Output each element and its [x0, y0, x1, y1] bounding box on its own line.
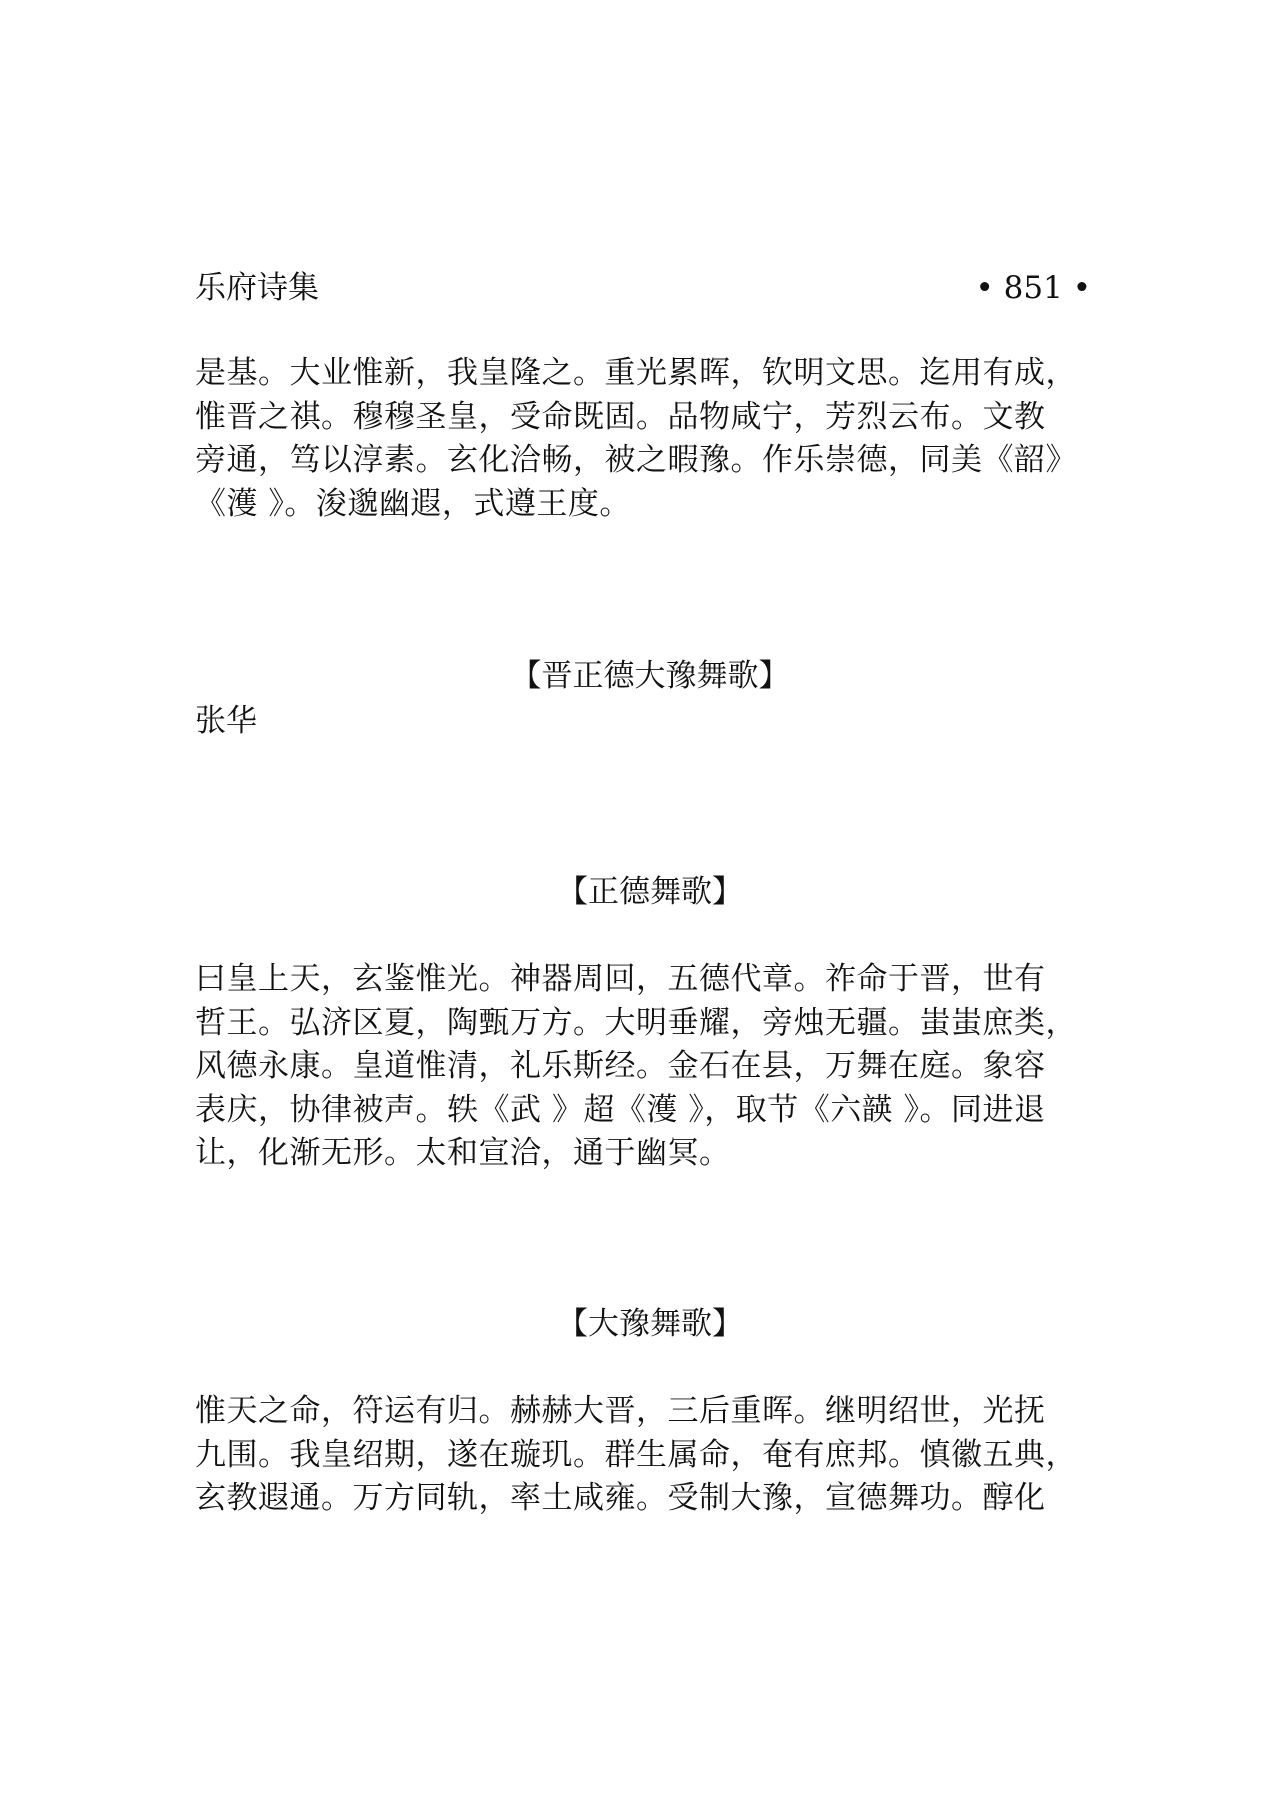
text-line: 九围。我皇绍期，遂在璇玑。群生属命，奄有庶邦。慎徽五典，: [195, 1436, 1077, 1473]
text-line: 旁通，笃以淳素。玄化洽畅，被之暇豫。作乐崇德，同美《韶》: [195, 442, 1077, 478]
section-heading: 【晋正德大豫舞歌】: [510, 658, 790, 694]
text-line: 玄教遐通。万方同轨，率土咸雍。受制大豫，宣德舞功。醇化: [195, 1480, 1046, 1516]
text-line: 是基。大业惟新，我皇隆之。重光累晖，钦明文思。迄用有成，: [195, 355, 1077, 391]
poem-text: [195, 1390, 1105, 1521]
text-line: 《濩 》。浚邈幽遐，式遵王度。: [195, 485, 631, 522]
poem-text: [195, 958, 1105, 1176]
running-header: [195, 268, 1091, 308]
text-line: 哲王。弘济区夏，陶甄万方。大明垂耀，旁烛无疆。蚩蚩庶类，: [195, 1004, 1077, 1041]
text-line: 表庆，协律被声。轶《武 》超《濩 》，取节《六韺 》。同进退: [195, 1091, 1046, 1128]
text-line: 惟天之命，符运有归。赫赫大晋，三后重晖。继明绍世，光抚: [195, 1393, 1046, 1429]
section-heading: 【大豫舞歌】: [557, 1306, 743, 1342]
author-name: 张华: [195, 703, 257, 739]
paragraph-continuation: [195, 352, 1105, 526]
page-number: • 851 •: [975, 270, 1091, 306]
text-line: 让，化渐无形。太和宣洽，通于幽冥。: [195, 1135, 731, 1171]
text-line: 曰皇上天，玄鉴惟光。神器周回，五德代章。祚命于晋，世有: [195, 961, 1046, 997]
text-line: 惟晋之祺。穆穆圣皇，受命既固。品物咸宁，芳烈云布。文教: [195, 398, 1046, 435]
text-line: 风德永康。皇道惟清，礼乐斯经。金石在县，万舞在庭。象容: [195, 1048, 1046, 1084]
book-title: 乐府诗集: [195, 270, 319, 306]
section-heading: 【正德舞歌】: [557, 874, 743, 910]
